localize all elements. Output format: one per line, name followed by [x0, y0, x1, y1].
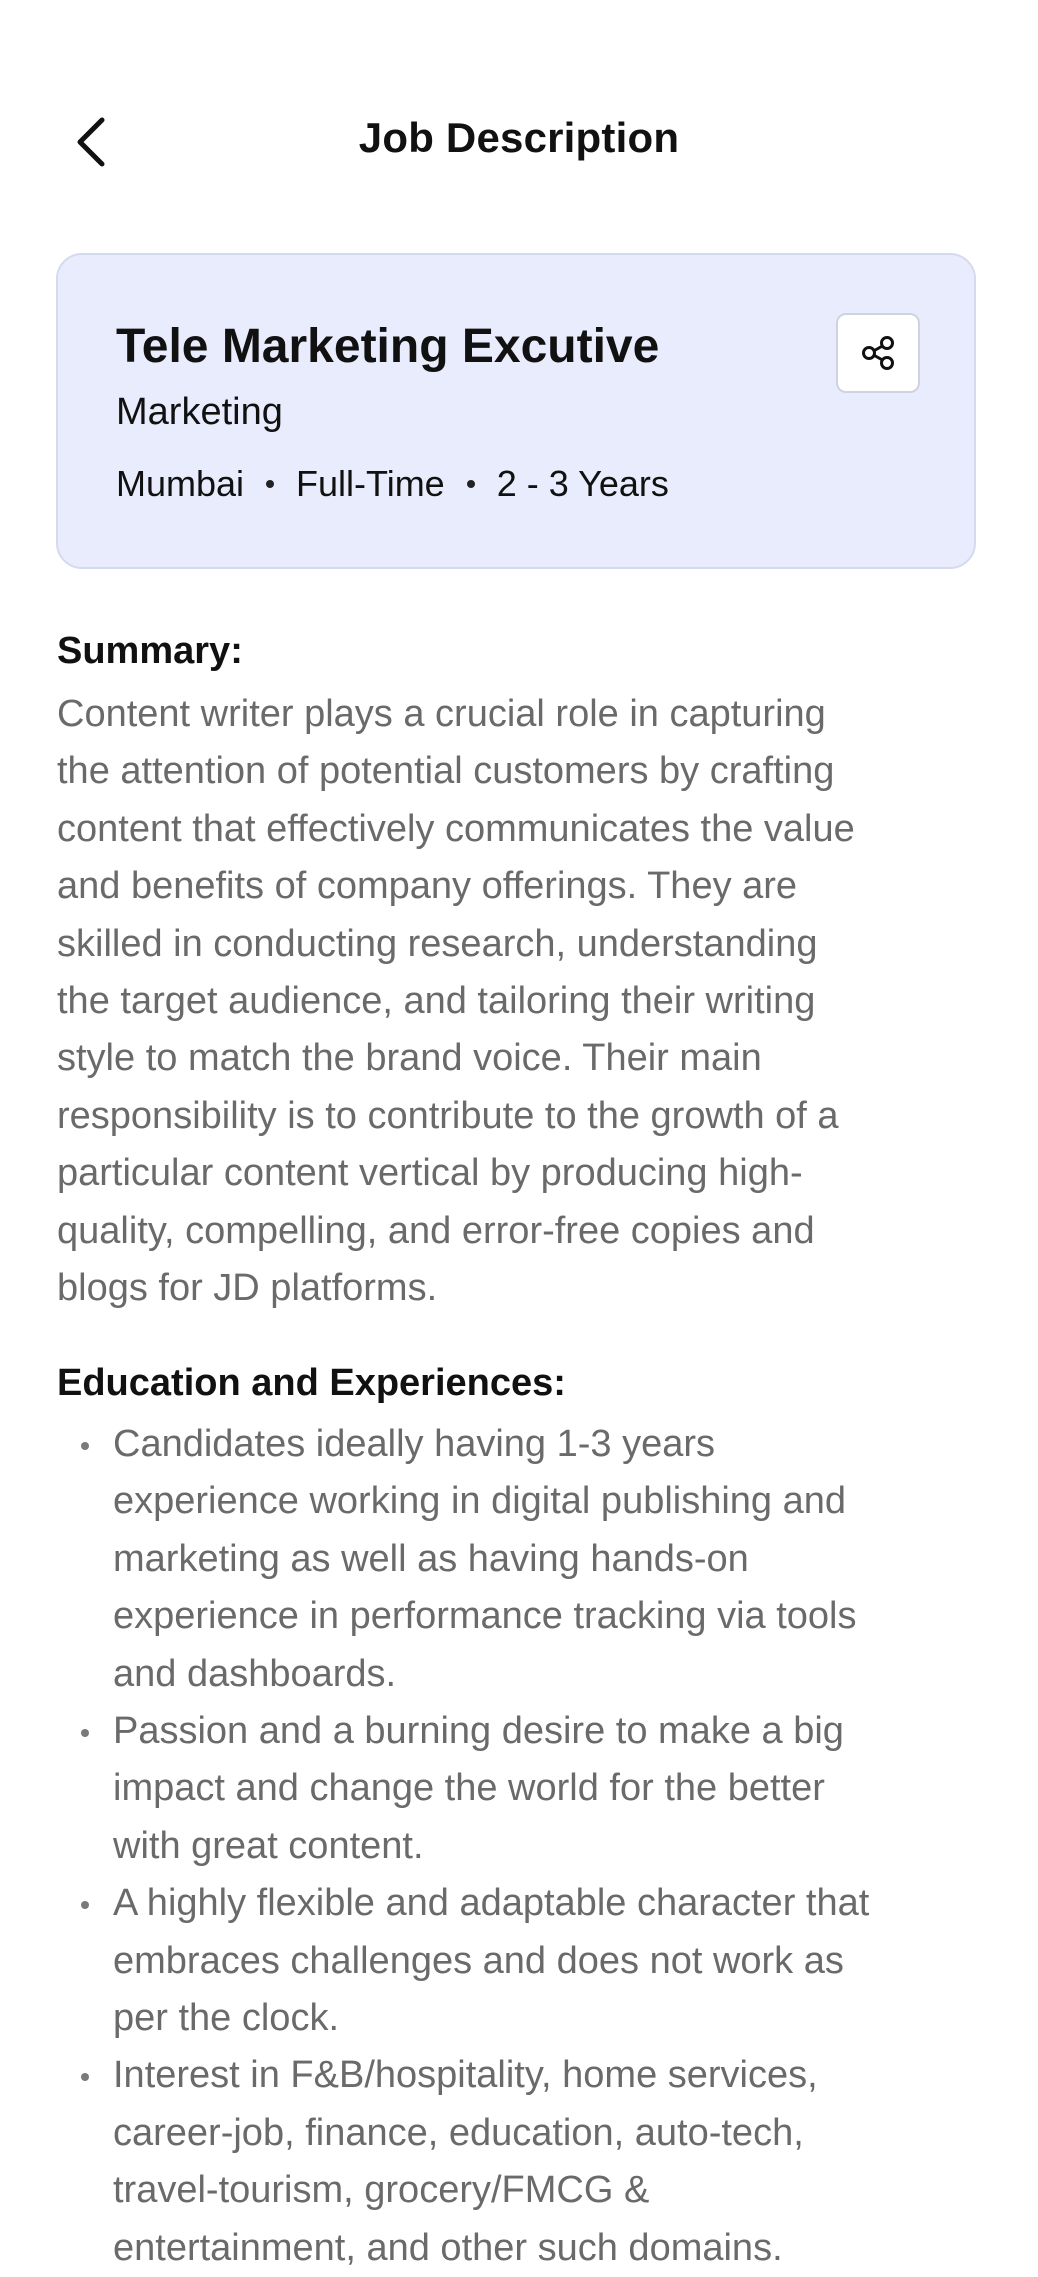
list-item-line: impact and change the world for the better	[113, 1767, 825, 1810]
bullet-icon	[81, 2073, 89, 2081]
job-type: Full-Time	[296, 463, 445, 504]
summary-line: particular content vertical by producing high-	[57, 1152, 803, 1195]
job-meta	[116, 463, 669, 505]
list-item-line: entertainment, and other such domains.	[113, 2226, 783, 2269]
list-item-line: Interest in F&B/hospitality, home services,	[113, 2054, 818, 2097]
job-department: Marketing	[116, 391, 283, 433]
list-item	[57, 1875, 997, 2047]
job-title: Tele Marketing Excutive	[116, 320, 660, 373]
share-button[interactable]	[836, 313, 920, 393]
bullet-icon	[81, 1442, 89, 1450]
bullet-icon	[81, 1729, 89, 1737]
job-card	[56, 253, 976, 569]
separator-dot	[266, 480, 274, 488]
summary-heading: Summary:	[57, 630, 243, 672]
job-experience: 2 - 3 Years	[496, 463, 669, 504]
share-icon	[859, 334, 897, 372]
list-item-line: Passion and a burning desire to make a big	[113, 1710, 844, 1753]
education-list	[57, 1416, 997, 2277]
list-item	[57, 2047, 997, 2277]
separator-dot	[467, 480, 475, 488]
list-item-line: A highly flexible and adaptable character that	[113, 1882, 870, 1925]
summary-line: quality, compelling, and error-free copies and	[57, 1209, 815, 1252]
summary-line: style to match the brand voice. Their main	[57, 1037, 762, 1080]
summary-line: blogs for JD platforms.	[57, 1267, 438, 1310]
summary-line: and benefits of company offerings. They are	[57, 865, 798, 908]
list-item-line: marketing as well as having hands-on	[113, 1537, 749, 1580]
summary-line: skilled in conducting research, understanding	[57, 922, 818, 965]
summary-line: Content writer plays a crucial role in capturing	[57, 693, 826, 735]
list-item-line: with great content.	[113, 1824, 424, 1867]
bullet-icon	[81, 1901, 89, 1909]
list-item-line: experience working in digital publishing and	[113, 1480, 847, 1523]
list-item	[57, 1703, 997, 1875]
app-header	[0, 90, 1038, 190]
summary-line: content that effectively communicates the value	[57, 807, 855, 850]
list-item	[57, 1416, 997, 1703]
list-item-line: travel-tourism, grocery/FMCG &	[113, 2169, 650, 2212]
summary-text	[57, 686, 992, 1317]
list-item-line: career-job, finance, education, auto-tech,	[113, 2111, 804, 2154]
list-item-line: embraces challenges and does not work as	[113, 1939, 844, 1982]
list-item-line: experience in performance tracking via tools	[113, 1595, 857, 1638]
page-title: Job Description	[358, 114, 680, 161]
list-item-line: and dashboards.	[113, 1652, 397, 1695]
summary-line: the attention of potential customers by crafting	[57, 750, 835, 793]
job-location: Mumbai	[116, 463, 245, 504]
education-heading: Education and Experiences:	[57, 1362, 566, 1404]
summary-line: the target audience, and tailoring their writing	[57, 980, 816, 1023]
list-item-line: Candidates ideally having 1-3 years	[113, 1423, 716, 1465]
summary-line: responsibility is to contribute to the growth of a	[57, 1094, 839, 1137]
list-item-line: per the clock.	[113, 1997, 339, 2040]
